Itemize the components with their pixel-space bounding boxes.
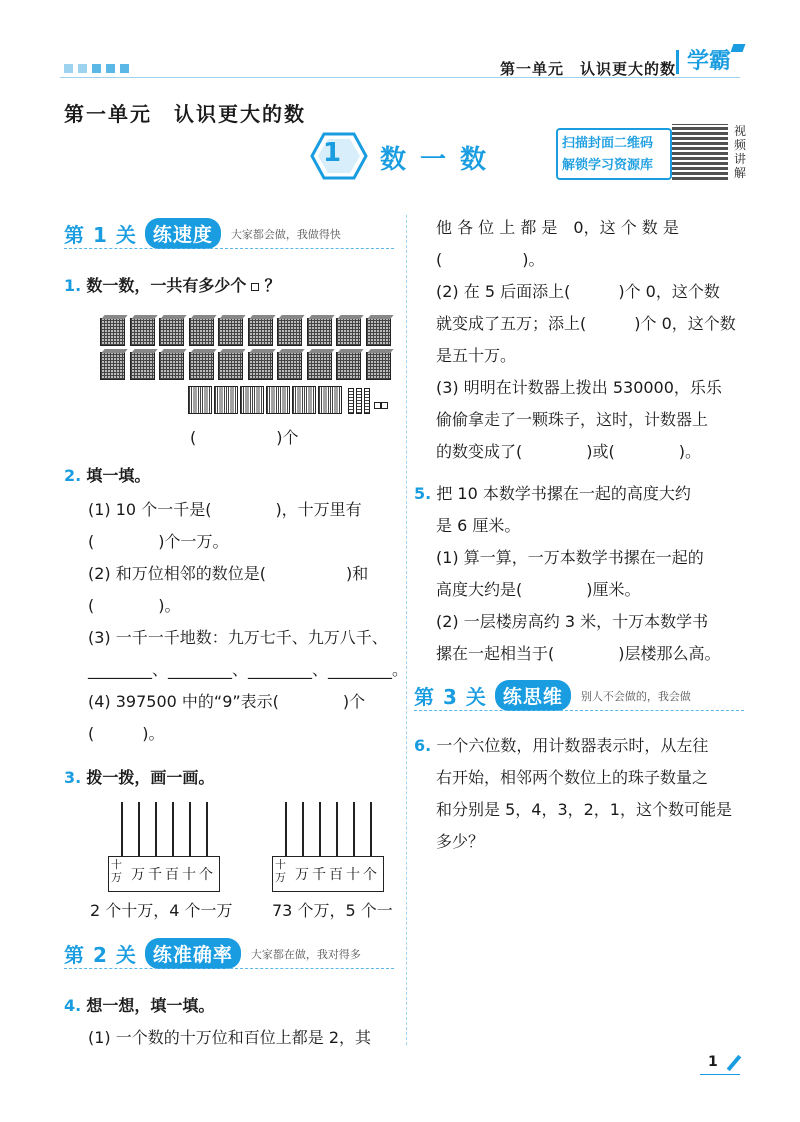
lesson-header [298,130,548,182]
hundred-flat [188,386,212,414]
question-4-line: 的数变成了( )或( )。 [436,442,701,461]
question-2-line: (2) 和万位相邻的数位是( )和 [88,564,369,583]
question-1 [64,270,281,302]
question-4-number: 4. [64,996,82,1015]
qr-side-label: 视频讲解 [734,124,747,180]
question-5-text: 把 10 本数学书摞在一起的高度大约 [436,484,691,503]
ten-rod [364,388,370,414]
qr-prompt-line2: 解锁学习资源库 [562,158,654,173]
question-6 [414,730,748,762]
question-6-line: 右开始，相邻两个数位上的珠子数量之 [436,768,709,787]
question-4-text: 想一想，填一填。 [86,996,215,1015]
page-number-rule [700,1074,740,1075]
question-3-text: 拨一拨，画一画。 [86,768,215,787]
abacus-label: 个 [363,867,377,883]
section-3-header [414,680,691,711]
thousand-cube [366,352,391,380]
hundred-flat [292,386,316,414]
question-4-line: (2) 在 5 后面添上( )个 0，这个数 [436,282,720,301]
question-4-line: (3) 明明在计数器上拨出 530000，乐乐 [436,378,722,397]
graduation-cap-icon [731,44,746,52]
question-6-number: 6. [414,736,432,755]
lesson-title: 数一数 [380,145,501,175]
ten-rod [356,388,362,414]
question-4-line: 偷偷拿走了一颗珠子，这时，计数器上 [436,410,709,429]
question-2-line: (3) 一千一千地数：九万七千、九万八千、 [88,628,388,647]
question-4-line: (1) 一个数的十万位和百位上都是 2，其 [88,1028,372,1047]
page-number: 1 [708,1054,718,1070]
abacus-label: 百 [329,867,343,883]
section-2-rule [64,968,394,970]
brand-logo: 学霸 [676,50,731,74]
question-5-line: (1) 算一算，一万本数学书摞在一起的 [436,548,704,567]
hundred-flat [240,386,264,414]
unit-cube [381,402,388,409]
question-4-line: 是五十万。 [436,346,517,365]
abacus-label: 千 [148,867,162,883]
column-divider [406,215,407,1045]
block-figure [100,314,400,418]
question-2-number: 2. [64,466,82,485]
thousand-cube [307,352,332,380]
question-6-line: 多少？ [436,832,485,851]
section-2-header [64,938,361,969]
question-4-line: 就变成了五万；添上( )个 0，这个数 [436,314,736,333]
section-1-pill: 练速度 [145,218,221,249]
question-2 [64,460,150,492]
thousand-cube [336,352,361,380]
thousand-cube [277,352,302,380]
thousand-cube [218,318,243,346]
unit-title: 第一单元 认识更大的数 [64,102,306,126]
abacus-label: 千 [312,867,326,883]
question-2-line: (4) 397500 中的“9”表示( )个 [88,692,366,711]
question-1-question-mark: ？ [264,276,281,295]
thousand-cube [189,318,214,346]
thousand-cube [100,352,125,380]
lesson-number: 1 [322,138,342,168]
question-5-line: 摞在一起相当于( )层楼那么高。 [436,644,721,663]
section-1-label: 第 1 关 [64,223,137,247]
question-1-number: 1. [64,276,82,295]
question-6-line: 和分别是 5，4，3，2，1，这个数可能是 [436,800,732,819]
question-2-line: ( )个一万。 [88,532,229,551]
abacus-label: 十万 [111,858,122,884]
qr-code-icon[interactable] [672,124,728,180]
section-2-label: 第 2 关 [64,943,137,967]
thousand-cube [159,318,184,346]
thousand-cube [218,352,243,380]
thousand-cube [189,352,214,380]
question-6-body [436,762,746,858]
question-4 [64,990,214,1022]
question-4-line: ( )。 [436,250,545,269]
section-2-pill: 练准确率 [145,938,241,969]
question-2-text: 填一填。 [86,466,151,485]
abacus-label: 十万 [275,858,286,884]
question-2-line: (1) 10 个一千是( )，十万里有 [88,500,362,519]
header-decoration [64,64,129,73]
abacus-label: 个 [199,867,213,883]
section-3-label: 第 3 关 [414,685,487,709]
thousand-cube [277,318,302,346]
abacus-1-caption: 2 个十万，4 个一万 [90,901,233,920]
section-3-tag: 别人不会做的，我会做 [580,689,691,703]
question-5-number: 5. [414,484,432,503]
question-5-line: 高度大约是( )厘米。 [436,580,641,599]
header-unit-title: 第一单元 认识更大的数 [500,60,677,78]
question-2-line: ________、________、________、________。 [88,660,409,679]
section-3-rule [414,710,744,712]
qr-prompt-line1: 扫描封面二维码 [562,136,654,151]
thousand-cube [248,352,273,380]
question-5 [414,478,748,510]
question-3-number: 3. [64,768,82,787]
question-1-text: 数一数，一共有多少个 [86,276,247,295]
abacus-label: 十 [182,867,196,883]
abacus-label: 万 [295,867,309,883]
thousand-cube [130,318,155,346]
section-1-header [64,218,341,249]
thousand-cube [248,318,273,346]
abacus-label: 万 [131,867,145,883]
question-5-line: (2) 一层楼房高约 3 米，十万本数学书 [436,612,709,631]
pencil-icon [727,1055,742,1071]
thousand-cube [336,318,361,346]
section-1-rule [64,248,394,250]
abacus-2-caption: 73 个万，5 个一 [272,901,393,920]
question-2-line: ( )。 [88,596,181,615]
hundred-flat [214,386,238,414]
section-3-pill: 练思维 [495,680,571,711]
question-6-text: 一个六位数，用计数器表示时，从左往 [436,736,709,755]
abacus-label: 十 [346,867,360,883]
question-3 [64,762,214,794]
hundred-flat [318,386,342,414]
question-5-body [436,510,746,670]
thousand-cube [159,352,184,380]
question-1-answer: ( )个 [190,428,299,447]
section-2-tag: 大家都在做，我对得多 [250,947,361,961]
unit-cube [374,402,381,409]
ten-rod [348,388,354,414]
thousand-cube [366,318,391,346]
unit-cube-icon [251,283,259,291]
hundred-flat [266,386,290,414]
section-1-tag: 大家都会做，我做得快 [230,227,341,241]
abacus-label: 百 [165,867,179,883]
thousand-cube [307,318,332,346]
thousand-cube [130,352,155,380]
thousand-cube [100,318,125,346]
question-2-body [88,494,408,750]
question-2-line: ( )。 [88,724,165,743]
question-5-line: 是 6 厘米。 [436,516,521,535]
question-4-continued [436,212,746,468]
question-4-line: 他 各 位 上 都 是 0，这 个 数 是 [436,218,679,237]
